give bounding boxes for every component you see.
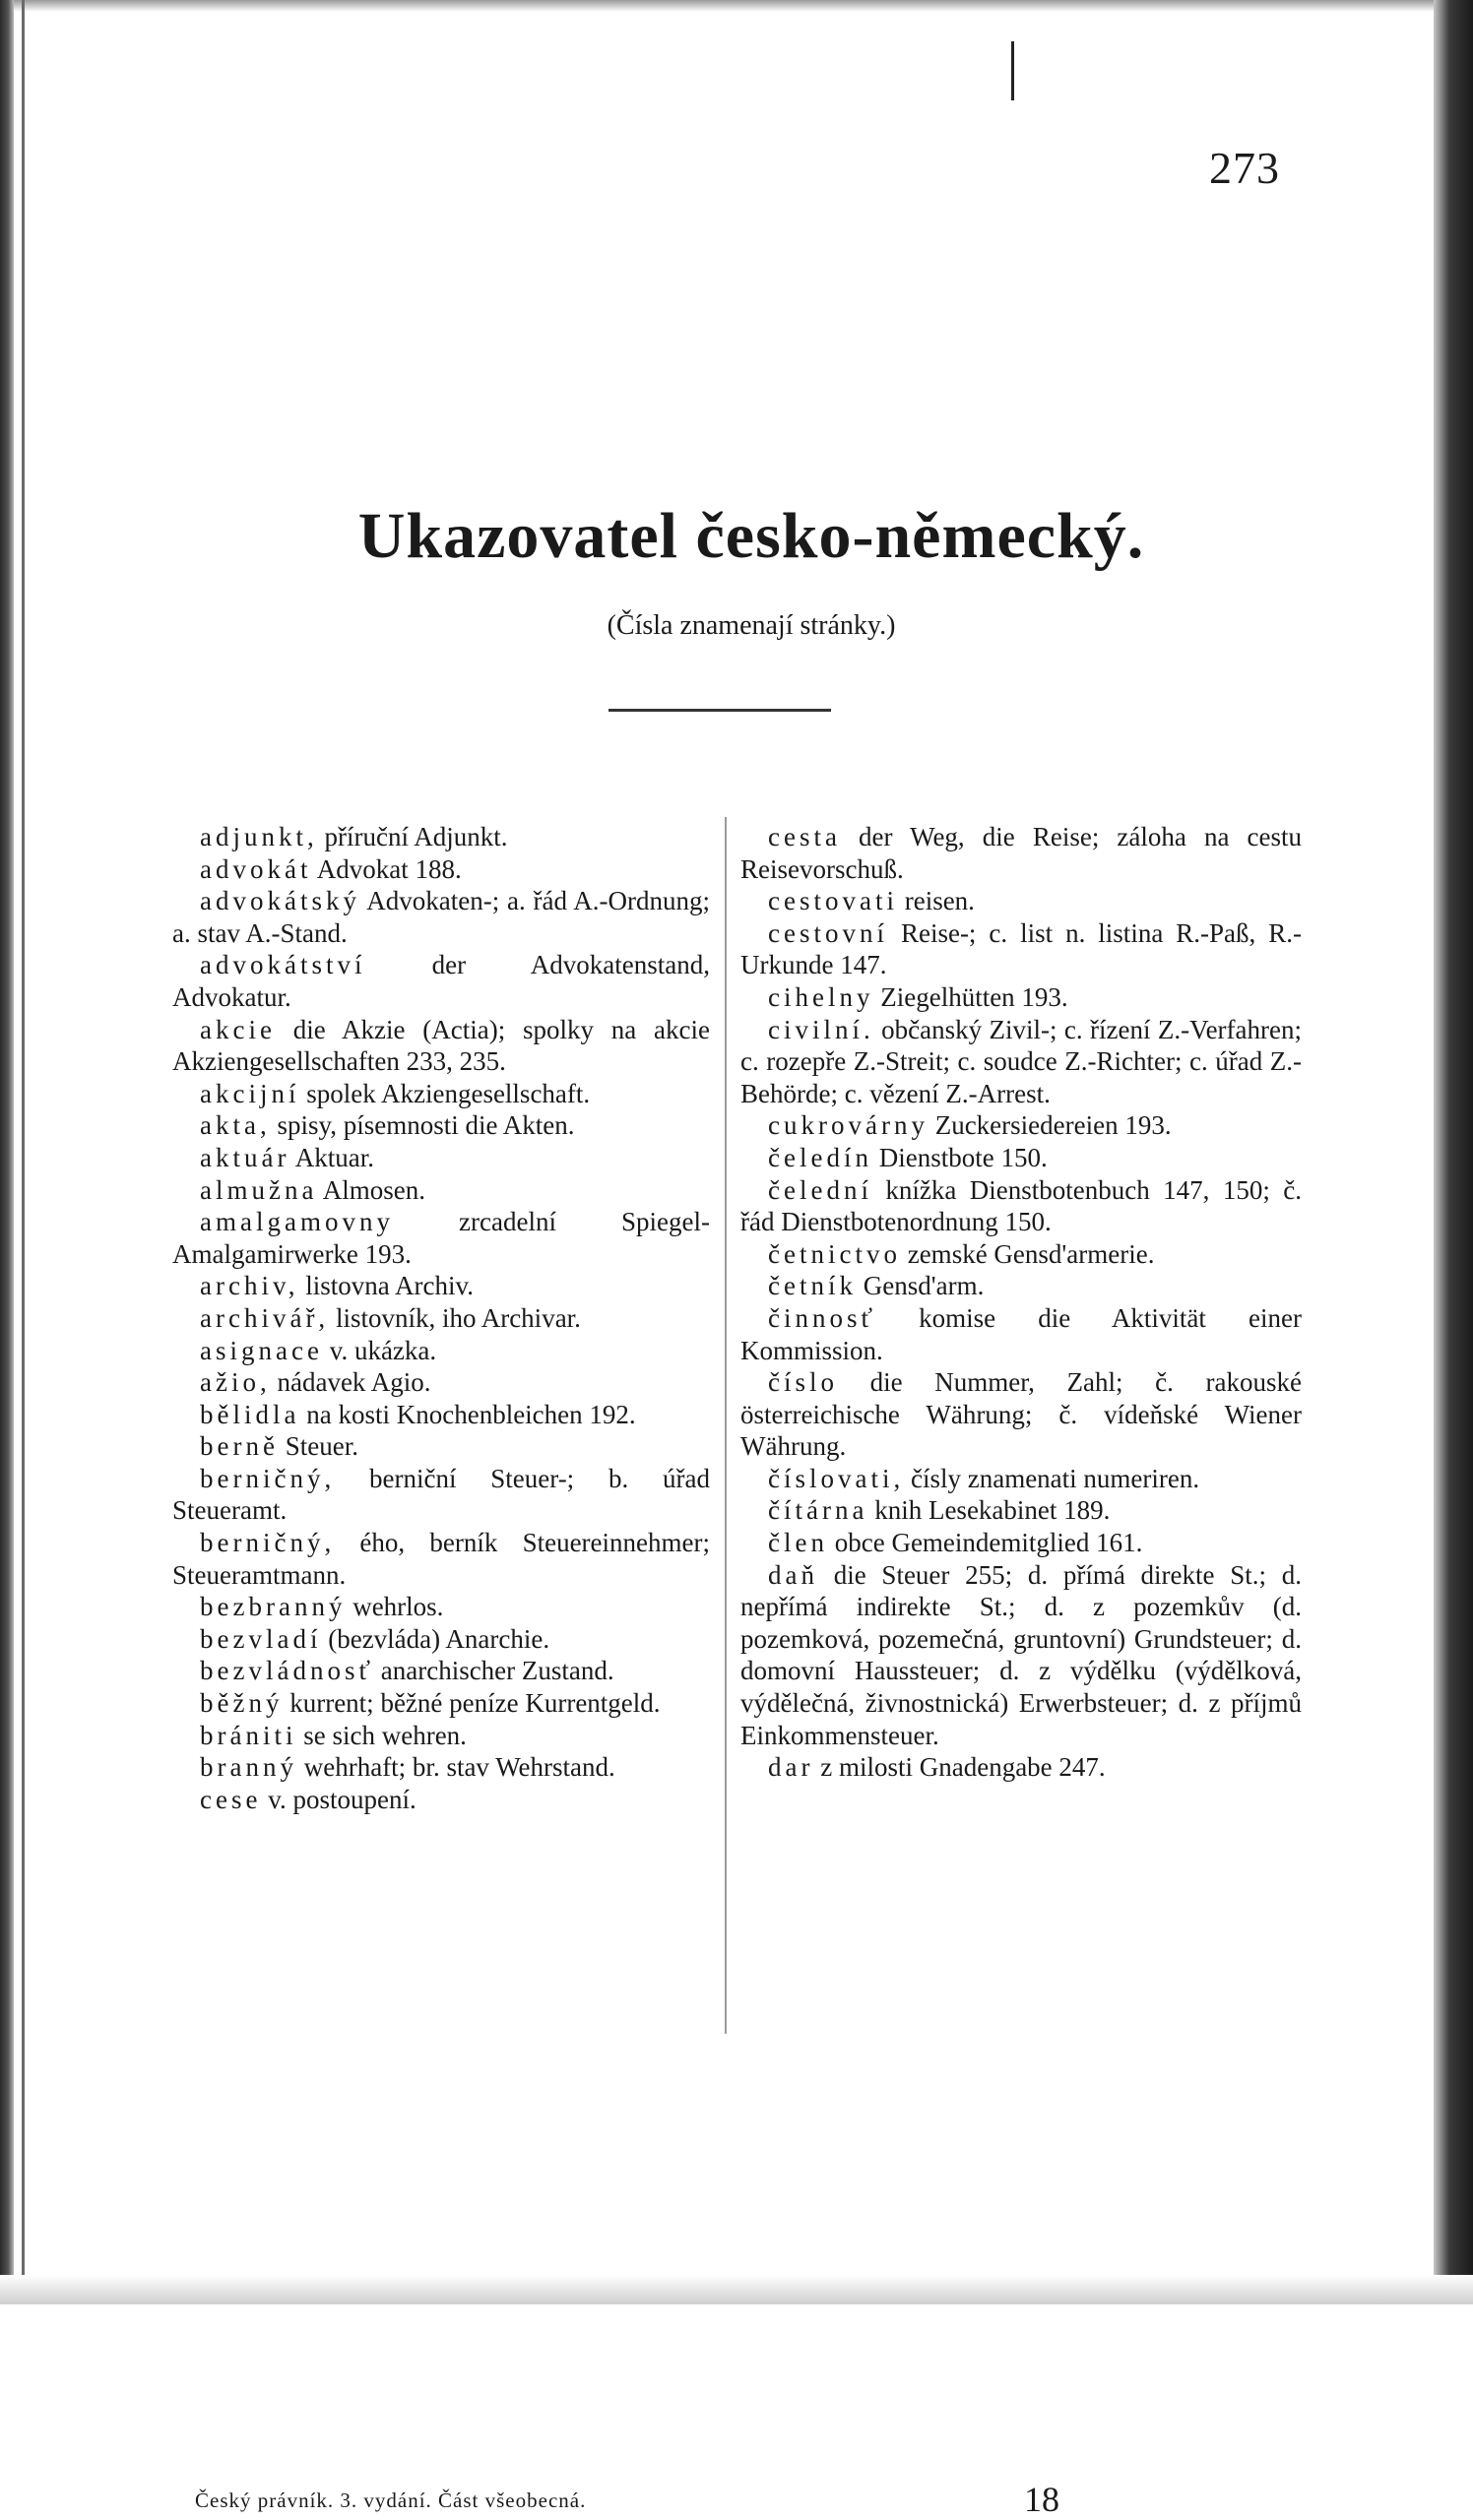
index-entry — [172, 853, 710, 886]
entry-headword: čeledín — [768, 1142, 872, 1172]
entry-translation: spolek Akziengesellschaft. — [299, 1078, 591, 1108]
entry-headword: branný — [200, 1752, 297, 1783]
entry-headword: civilní. — [768, 1014, 874, 1044]
entry-headword: archivář, — [200, 1302, 330, 1333]
entry-headword: četnictvo — [768, 1238, 901, 1269]
index-entry — [740, 1494, 1302, 1527]
entry-headword: bezvládnosť — [200, 1656, 374, 1686]
entry-headword: člen — [768, 1528, 828, 1558]
entry-headword: amalgamovny — [200, 1207, 394, 1237]
entry-translation: Gensd'arm. — [856, 1271, 985, 1301]
entry-headword: cukrovárny — [768, 1110, 929, 1141]
index-entry — [740, 981, 1302, 1014]
entry-headword: advokátský — [200, 886, 360, 916]
book-page — [30, 12, 1434, 2519]
entry-translation: reisen. — [897, 886, 975, 916]
index-entry — [740, 1751, 1302, 1784]
entry-headword: cestovati — [768, 886, 898, 916]
entry-headword: cihelny — [768, 981, 874, 1012]
index-entry — [172, 1270, 710, 1302]
index-entry — [172, 1655, 710, 1687]
page-title: Ukazovatel česko-německý. — [357, 500, 1145, 572]
entry-headword: cestovní — [768, 917, 888, 948]
index-entry — [740, 1238, 1302, 1271]
index-entry — [172, 1720, 710, 1752]
entry-translation: ého, berník Steuereinnehmer; Steueramtmann. — [172, 1528, 710, 1590]
entry-translation: spisy, písemnosti die Akten. — [270, 1110, 575, 1141]
index-entry — [740, 1302, 1302, 1366]
index-entry — [172, 1591, 710, 1623]
entry-translation: Steuer. — [278, 1431, 358, 1462]
entry-headword: bezvladí — [200, 1623, 322, 1654]
index-entry — [172, 1784, 710, 1816]
entry-headword: adjunkt, — [200, 822, 318, 851]
entry-translation: z milosti Gnadengabe 247. — [813, 1752, 1106, 1783]
index-entry — [172, 1206, 710, 1270]
entry-headword: běžný — [200, 1688, 284, 1719]
entry-translation: listovna Archiv. — [298, 1271, 474, 1301]
page-right-edge — [1434, 0, 1473, 2304]
entry-headword: číslovati, — [768, 1463, 905, 1493]
entry-headword: četník — [768, 1271, 857, 1301]
entry-translation: nádavek Agio. — [270, 1367, 431, 1398]
entry-translation: der Advokatenstand, Advokatur. — [172, 950, 710, 1012]
entry-translation: Dienstbote 150. — [871, 1142, 1048, 1172]
entry-headword: almužna — [200, 1174, 318, 1205]
index-entry — [172, 1302, 710, 1335]
entry-translation: berniční Steuer-; b. úřad Steueramt. — [172, 1463, 710, 1526]
entry-translation: se sich wehren. — [296, 1720, 467, 1750]
entry-translation: Advokat 188. — [311, 853, 462, 884]
entry-headword: berně — [200, 1431, 279, 1462]
entry-headword: dar — [768, 1752, 814, 1783]
entry-translation: v. postoupení. — [261, 1784, 416, 1814]
index-entry — [172, 949, 710, 1013]
entry-headword: berničný, — [200, 1463, 336, 1493]
entry-translation: der Weg, die Reise; záloha na cestu Reisevorschuß. — [740, 822, 1302, 884]
entry-translation: komise die Aktivität einer Kommission. — [740, 1302, 1302, 1365]
index-entry — [172, 1109, 710, 1142]
entry-headword: akta, — [200, 1110, 271, 1141]
index-entry — [740, 1270, 1302, 1302]
entry-headword: akcijní — [200, 1078, 300, 1108]
entry-headword: advokát — [200, 853, 312, 884]
binding-line — [22, 0, 25, 2304]
entry-headword: aktuár — [200, 1142, 290, 1172]
index-entry — [740, 1527, 1302, 1559]
title-divider — [608, 709, 831, 712]
index-entry — [172, 885, 710, 949]
footer-imprint: Český právník. 3. vydání. Část všeobecná. — [195, 2488, 587, 2512]
index-entry — [172, 1335, 710, 1367]
entry-translation: v. ukázka. — [322, 1335, 437, 1365]
entry-translation: Zuckersiedereien 193. — [928, 1110, 1172, 1141]
index-entry — [740, 1559, 1302, 1752]
entry-translation: anarchischer Zustand. — [374, 1656, 614, 1686]
entry-translation: die Nummer, Zahl; č. rakouské österreichische Währung; č. vídeňské Wiener Währung. — [740, 1367, 1302, 1462]
entry-translation: wehrhaft; br. stav Wehrstand. — [296, 1752, 615, 1783]
entry-translation: die Steuer 255; d. přímá direkte St.; d. nepřímá indirekte St.; d. z pozemkův (d. pozemková, pozemečná, gruntovní) Grundsteuer; d. domovní Haussteuer; d. z výdělku (výdělková, výdělečná, živnostnická) Erwerbsteuer; d. z příjmů Einkommensteuer. — [740, 1559, 1302, 1750]
entry-translation: knížka Dienstbotenbuch 147, 150; č. řád Dienstbotenordnung 150. — [740, 1174, 1302, 1237]
index-entry — [740, 885, 1302, 917]
entry-headword: ažio, — [200, 1367, 271, 1398]
index-entry — [172, 1751, 710, 1784]
index-entry — [740, 821, 1302, 885]
entry-translation: Almosen. — [317, 1174, 425, 1205]
entry-headword: číslo — [768, 1367, 838, 1398]
column-divider — [725, 817, 727, 2034]
entry-headword: cesta — [768, 822, 841, 851]
index-entry — [172, 1014, 710, 1078]
index-entry — [740, 1142, 1302, 1174]
entry-translation: zemské Gensd'armerie. — [900, 1238, 1155, 1269]
entry-headword: čítárna — [768, 1495, 868, 1526]
print-mark — [1011, 41, 1014, 100]
page-bottom-shadow — [0, 2275, 1473, 2304]
entry-translation: občanský Zivil-; c. řízení Z.-Verfahren; c. rozepře Z.-Streit; c. soudce Z.-Richter; c. úřad Z.-Behörde; c. vězení Z.-Arrest. — [740, 1014, 1302, 1108]
entry-translation: příruční Adjunkt. — [317, 822, 508, 851]
entry-translation: wehrlos. — [346, 1592, 444, 1622]
entry-translation: listovník, iho Archivar. — [329, 1302, 581, 1333]
entry-translation: die Akzie (Actia); spolky na akcie Akziengesellschaften 233, 235. — [172, 1014, 710, 1077]
entry-translation: Reise-; c. list n. listina R.-Paß, R.-Urkunde 147. — [740, 917, 1302, 980]
signature-mark: 18 — [1024, 2480, 1059, 2519]
entry-translation: Aktuar. — [289, 1142, 374, 1172]
entry-translation: (bezvláda) Anarchie. — [321, 1623, 550, 1654]
index-entry — [740, 917, 1302, 981]
page-subtitle: (Čísla znamenají stránky.) — [607, 610, 896, 641]
index-entry — [172, 1463, 710, 1527]
index-entry — [172, 1366, 710, 1399]
entry-translation: zrcadelní Spiegel-Amalgamirwerke 193. — [172, 1207, 710, 1269]
entry-translation: na kosti Knochenbleichen 192. — [299, 1399, 636, 1429]
entry-translation: Advokaten-; a. řád A.-Ordnung; a. stav A.-Stand. — [172, 886, 710, 948]
index-entry — [172, 1430, 710, 1463]
index-entry — [740, 1463, 1302, 1495]
index-entry — [172, 1142, 710, 1174]
index-entry — [172, 1399, 710, 1431]
page-number: 273 — [1209, 143, 1280, 193]
entry-translation: Ziegelhütten 193. — [873, 981, 1068, 1012]
binding-edge — [0, 0, 14, 2304]
index-entry — [172, 1687, 710, 1720]
entry-translation: knih Lesekabinet 189. — [867, 1495, 1111, 1526]
index-entry — [172, 1527, 710, 1591]
entry-headword: akcie — [200, 1014, 276, 1044]
entry-headword: asignace — [200, 1335, 323, 1365]
entry-headword: bezbranný — [200, 1592, 347, 1622]
entry-headword: daň — [768, 1559, 818, 1590]
entry-headword: advokátství — [200, 950, 366, 980]
index-column-left — [172, 821, 710, 1815]
index-entry — [172, 821, 710, 853]
index-entry — [172, 1078, 710, 1110]
entry-headword: činnosť — [768, 1302, 877, 1333]
entry-headword: čelední — [768, 1174, 872, 1205]
entry-headword: cese — [200, 1784, 262, 1814]
index-entry — [172, 1623, 710, 1656]
entry-headword: bělidla — [200, 1399, 300, 1429]
entry-headword: berničný, — [200, 1528, 336, 1558]
index-entry — [740, 1174, 1302, 1238]
entry-headword: archiv, — [200, 1271, 299, 1301]
index-entry — [740, 1014, 1302, 1110]
index-entry — [740, 1109, 1302, 1142]
index-column-right — [740, 821, 1302, 1784]
entry-headword: brániti — [200, 1720, 297, 1750]
entry-translation: obce Gemeindemitglied 161. — [827, 1528, 1143, 1558]
index-entry — [172, 1174, 710, 1207]
page-top-shadow — [0, 0, 1473, 12]
entry-translation: kurrent; běžné peníze Kurrentgeld. — [283, 1688, 661, 1719]
entry-translation: čísly znamenati numeriren. — [904, 1463, 1200, 1493]
index-entry — [740, 1366, 1302, 1463]
